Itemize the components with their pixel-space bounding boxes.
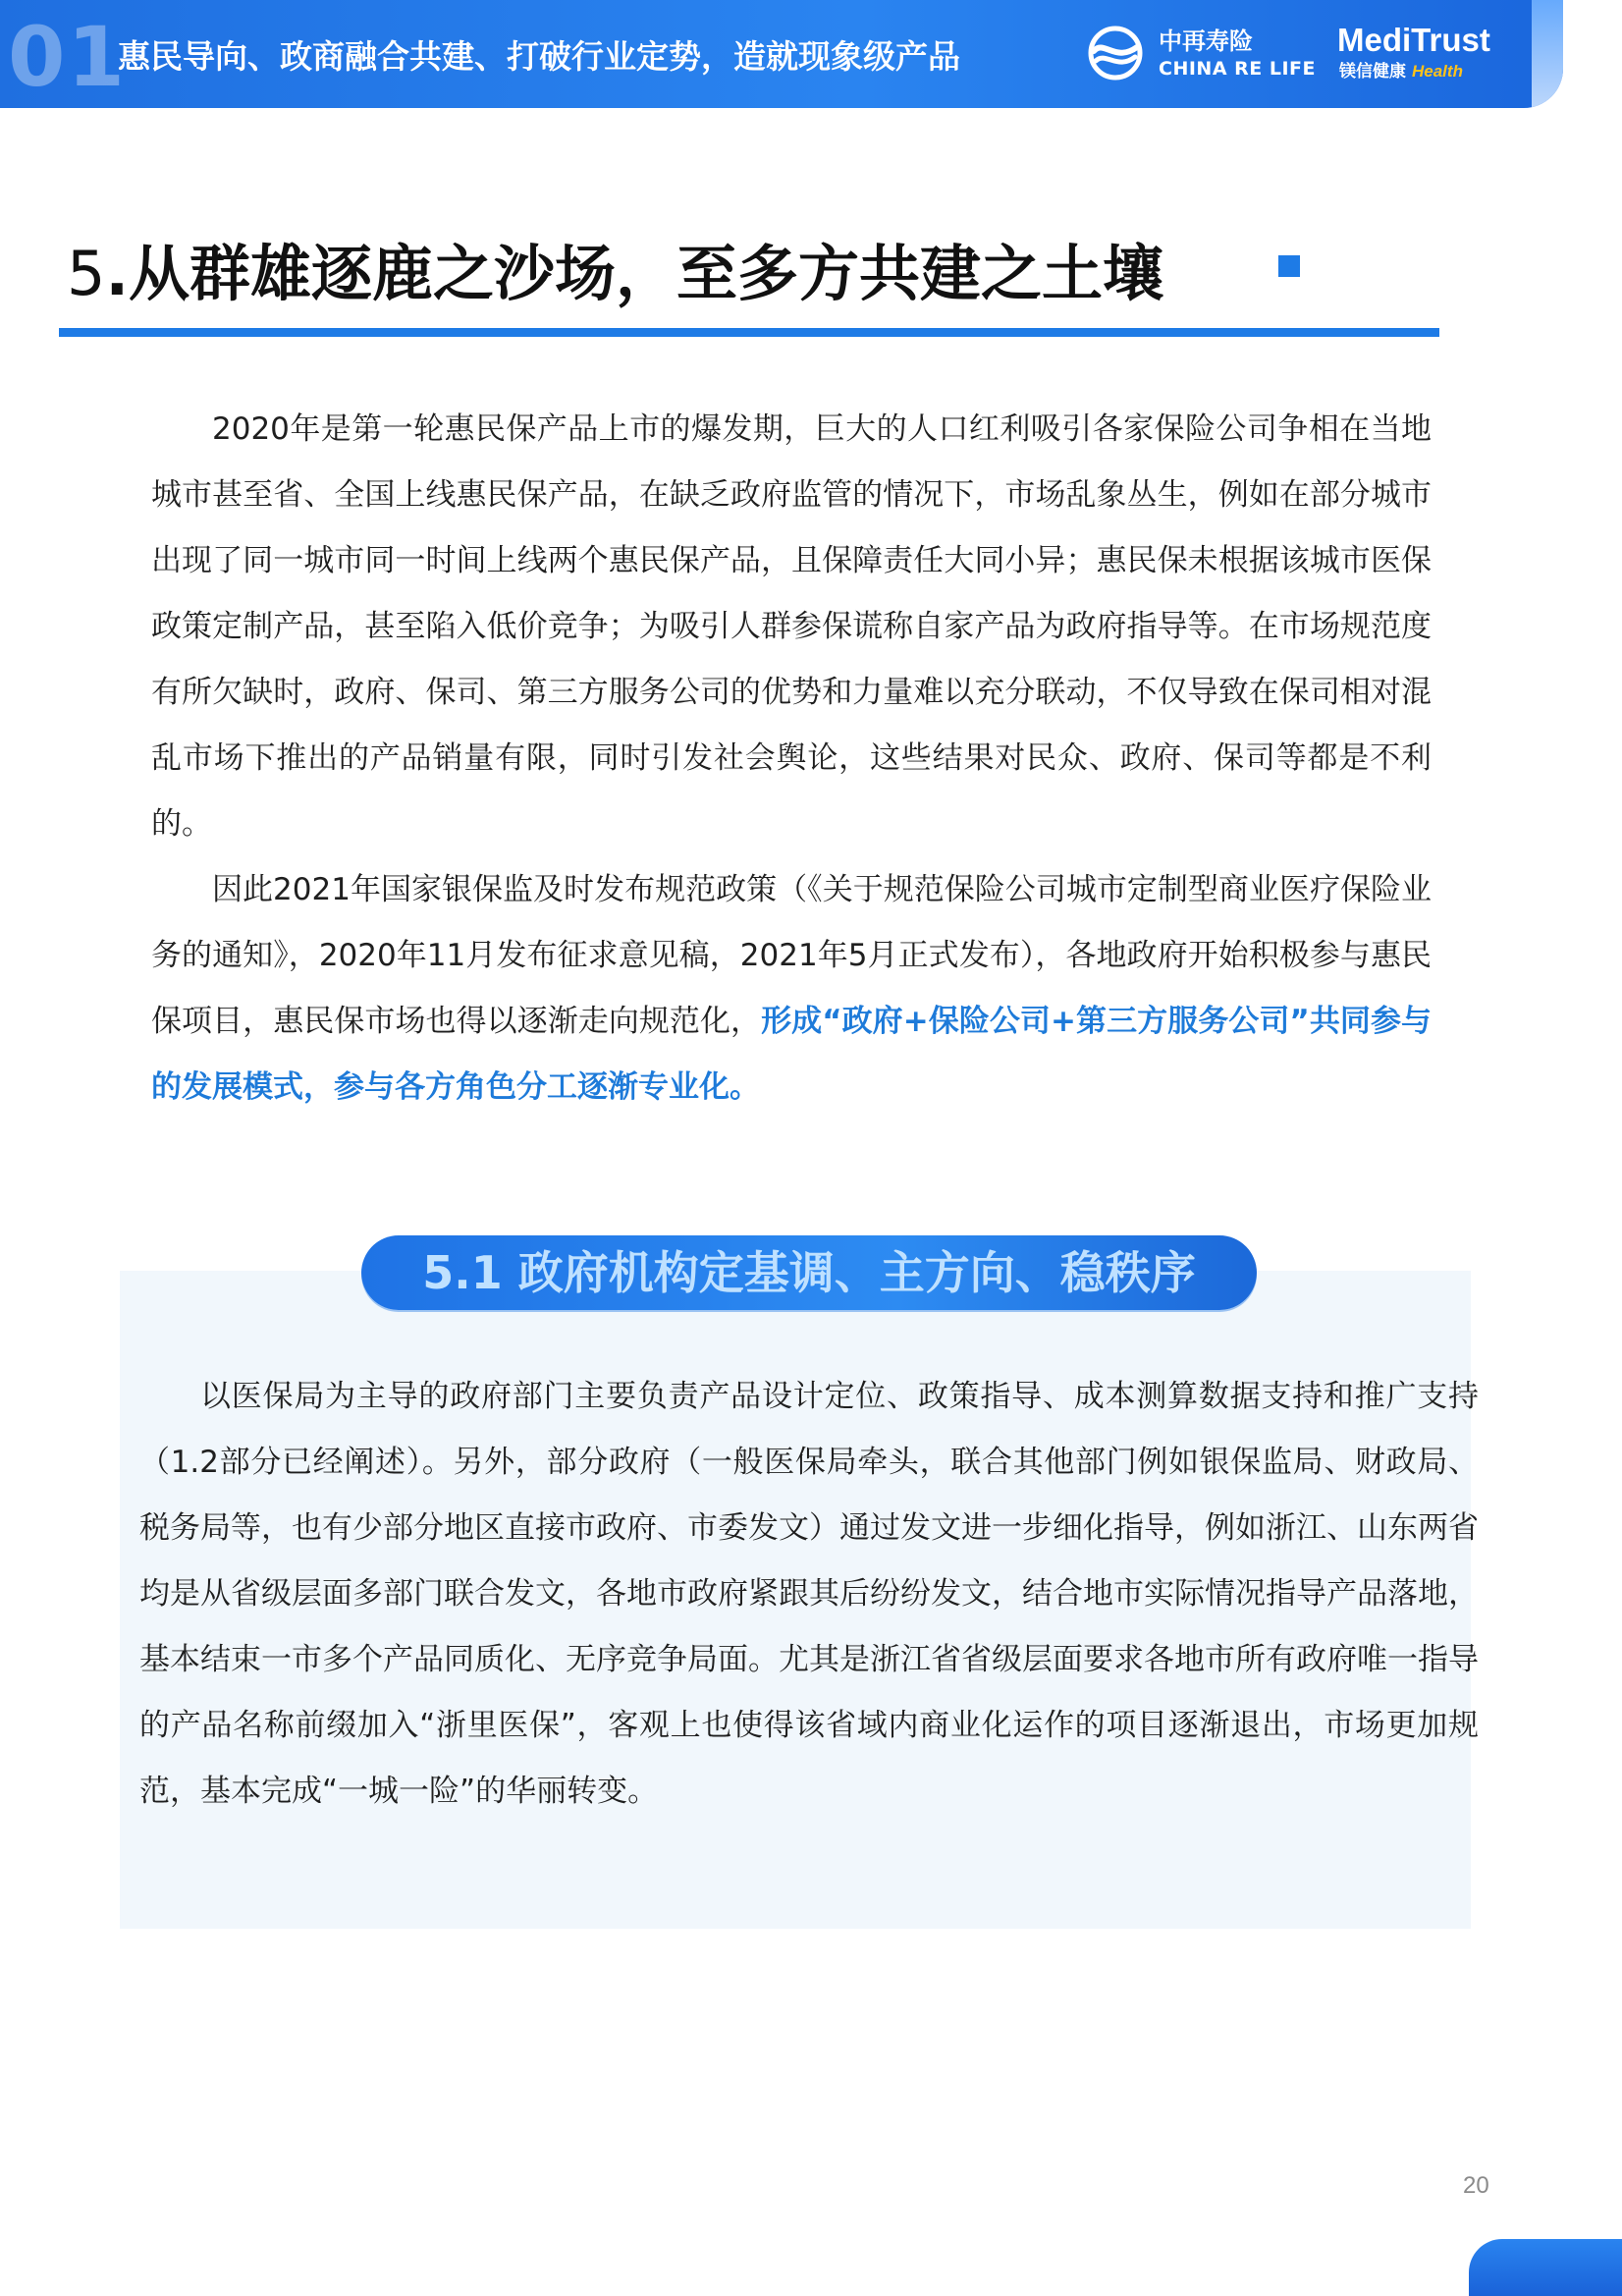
meditrust-cn-name: 镁信健康	[1339, 62, 1406, 82]
meditrust-logo	[1337, 22, 1504, 84]
chapter-number: 01	[8, 9, 127, 105]
paragraph-2-text: 因此2021年国家银保监及时发布规范政策（《关于规范保险公司城市定制型商业医疗保险业务的通知》，2020年11月发布征求意见稿，2021年5月正式发布），各地政府开始积极参与惠民保项目，惠民保市场也得以逐渐走向规范化，	[151, 872, 1432, 1039]
footer-tab-decoration	[1469, 2239, 1622, 2296]
section-number: 5	[67, 238, 106, 309]
page-number: 20	[1463, 2172, 1489, 2199]
meditrust-health: Health	[1412, 62, 1463, 81]
section-title-text: .从群雄逐鹿之沙场，至多方共建之土壤	[105, 238, 1164, 309]
chapter-title: 惠民导向、政商融合共建、打破行业定势，造就现象级产品	[118, 37, 960, 76]
china-re-life-logo	[1088, 22, 1324, 84]
paragraph-2-highlight: 形成“政府+保险公司+第三方服务公司”共同参与的发展模式，参与各方角色分工逐渐专业化。	[151, 1004, 1432, 1105]
header-banner	[0, 0, 1563, 108]
meditrust-cn	[1339, 61, 1463, 82]
subsection-title: 5.1 政府机构定基调、主方向、稳秩序	[422, 1246, 1196, 1299]
meditrust-en: MediTrust	[1337, 22, 1490, 58]
china-re-wave-icon	[1088, 26, 1143, 81]
paragraph-2	[151, 857, 1432, 1121]
section-title	[67, 232, 1163, 316]
subsection-title-pill	[361, 1235, 1257, 1310]
section-marker-square	[1278, 255, 1300, 277]
body-text	[151, 397, 1432, 1121]
china-re-life-en: CHINA RE LIFE	[1159, 58, 1316, 80]
subsection-paragraph: 以医保局为主导的政府部门主要负责产品设计定位、政策指导、成本测算数据支持和推广支持（1.2部分已经阐述）。另外，部分政府（一般医保局牵头，联合其他部门例如银保监局、财政局、税务局等，也有少部分地区直接市政府、市委发文）通过发文进一步细化指导，例如浙江、山东两省均是从省级层面多部门联合发文，各地市政府紧跟其后纷纷发文，结合地市实际情况指导产品落地，基本结束一市多个产品同质化、无序竞争局面。尤其是浙江省省级层面要求各地市所有政府唯一指导的产品名称前缀加入“浙里医保”，客观上也使得该省域内商业化运作的项目逐渐退出，市场更加规范，基本完成“一城一险”的华丽转变。	[139, 1379, 1479, 1809]
subsection-body	[139, 1364, 1479, 1825]
banner-edge-decoration	[1532, 0, 1563, 108]
china-re-life-cn: 中再寿险	[1159, 27, 1253, 55]
section-underline	[59, 328, 1439, 337]
paragraph-1: 2020年是第一轮惠民保产品上市的爆发期，巨大的人口红利吸引各家保险公司争相在当地城市甚至省、全国上线惠民保产品，在缺乏政府监管的情况下，市场乱象丛生，例如在部分城市出现了同一城市同一时间上线两个惠民保产品，且保障责任大同小异；惠民保未根据该城市医保政策定制产品，甚至陷入低价竞争；为吸引人群参保谎称自家产品为政府指导等。在市场规范度有所欠缺时，政府、保司、第三方服务公司的优势和力量难以充分联动，不仅导致在保司相对混乱市场下推出的产品销量有限，同时引发社会舆论，这些结果对民众、政府、保司等都是不利的。	[151, 411, 1432, 842]
